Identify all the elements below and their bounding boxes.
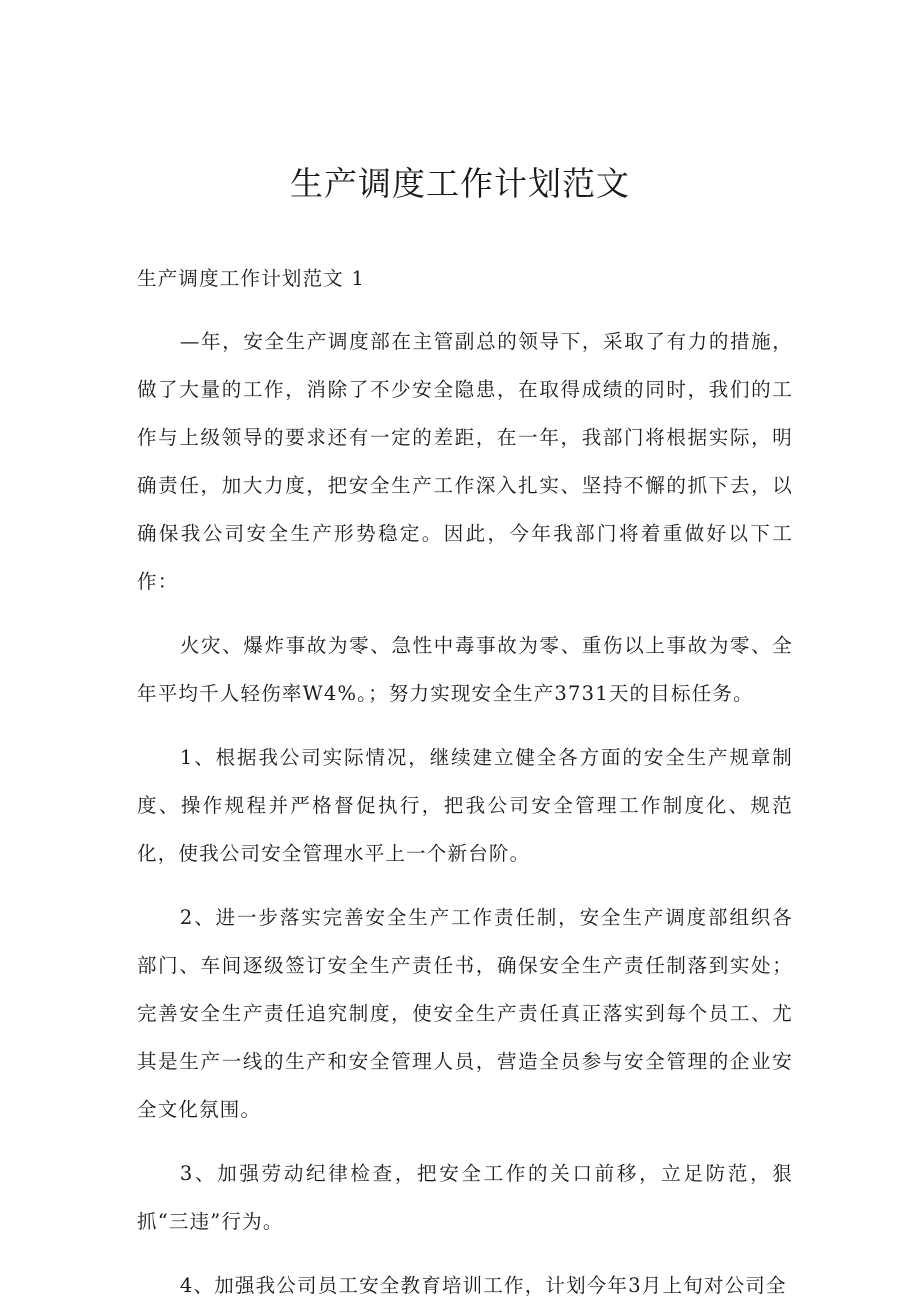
paragraph-item-2: 2、进一步落实完善安全生产工作责任制，安全生产调度部组织各部门、车间逐级签订安全生产责任书，确保安全生产责任制落到实处；完善安全生产责任追究制度，使安全生产责任真正落实到每个员工、尤其是生产一线的生产和安全管理人员，营造全员参与安全管理的企业安全文化氛围。 [137, 906, 793, 1121]
paragraph-item-1: 1、根据我公司实际情况，继续建立健全各方面的安全生产规章制度、操作规程并严格督促执行，把我公司安全管理工作制度化、规范化，使我公司安全管理水平上一个新台阶。 [137, 746, 793, 865]
paragraph-item-3: 3、加强劳动纪律检查，把安全工作的关口前移，立足防范，狠抓“三违”行为。 [137, 1162, 793, 1233]
section-subtitle: 生产调度工作计划范文 1 [137, 267, 366, 290]
paragraph-item-4: 4、加强我公司员工安全教育培训工作，计划今年3月上旬对公司全 [179, 1274, 787, 1297]
paragraph-intro: —年，安全生产调度部在主管副总的领导下，采取了有力的措施，做了大量的工作，消除了不少安全隐患，在取得成绩的同时，我们的工作与上级领导的要求还有一定的差距，在一年，我部门将根据实际，明确责任，加大力度，把安全生产工作深入扎实、坚持不懈的抓下去，以确保我公司安全生产形势稳定。因此，今年我部门将着重做好以下工作： [137, 330, 793, 593]
paragraph-targets: 火灾、爆炸事故为零、急性中毒事故为零、重伤以上事故为零、全年平均千人轻伤率W4%。；努力实现安全生产3731天的目标任务。 [137, 634, 793, 705]
document-body [137, 258, 793, 1316]
document-title: 生产调度工作计划范文 [290, 164, 630, 203]
